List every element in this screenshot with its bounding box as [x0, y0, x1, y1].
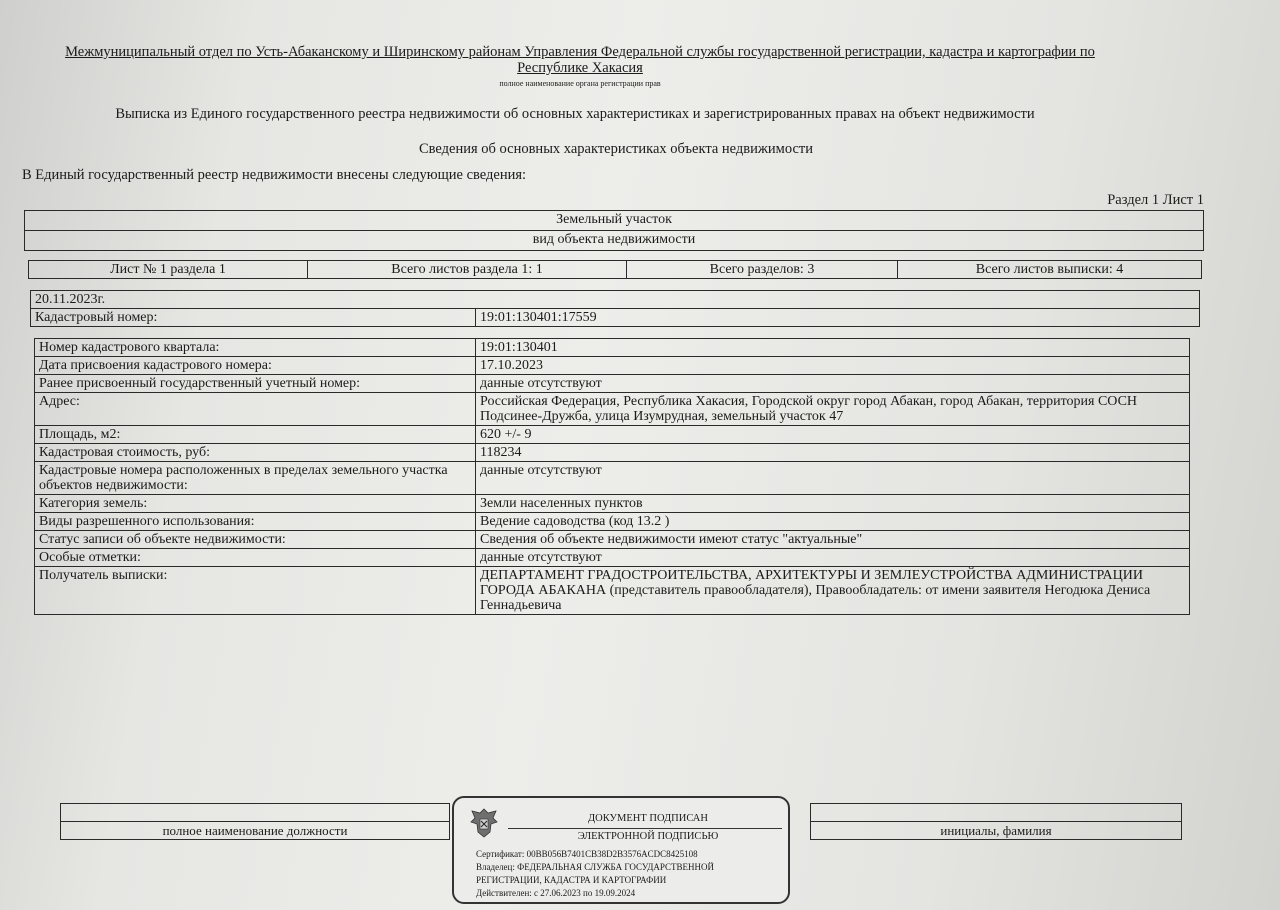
table-row [35, 357, 1190, 375]
intro-text: В Единый государственный реестр недвижимости внесены следующие сведения: [22, 167, 527, 183]
row-label: Кадастровая стоимость, руб: [35, 444, 476, 462]
name-caption: инициалы, фамилия [811, 822, 1182, 840]
row-value: 17.10.2023 [476, 357, 1190, 375]
document-title: Выписка из Единого государственного реестра недвижимости об основных характеристиках и зарегистрированных правах на объект недвижимости [115, 106, 1035, 122]
row-value: 19:01:130401 [476, 339, 1190, 357]
row-label: Получатель выписки: [35, 567, 476, 615]
table-row [35, 462, 1190, 495]
row-label: Виды разрешенного использования: [35, 513, 476, 531]
row-value: данные отсутствуют [476, 375, 1190, 393]
row-label: Дата присвоения кадастрового номера: [35, 357, 476, 375]
electronic-signature-stamp [452, 796, 790, 904]
sheet-number: Лист № 1 раздела 1 [29, 261, 308, 279]
table-row [35, 549, 1190, 567]
table-row [35, 375, 1190, 393]
row-value: Российская Федерация, Республика Хакасия, Городской округ город Абакан, город Абакан, территория СОСН Подсинее-Дружба, улица Изумрудная, земельный участок 47 [476, 393, 1190, 426]
object-type: Земельный участок [25, 211, 1204, 231]
row-value: 620 +/- 9 [476, 426, 1190, 444]
row-value: Ведение садоводства (код 13.2 ) [476, 513, 1190, 531]
table-row [35, 426, 1190, 444]
row-label: Адрес: [35, 393, 476, 426]
total-extract-sheets: Всего листов выписки: 4 [898, 261, 1202, 279]
cadastral-number-label: Кадастровый номер: [31, 309, 476, 327]
stamp-divider [508, 828, 782, 829]
table-row [35, 513, 1190, 531]
signature-position-cell [61, 804, 450, 822]
row-label: Особые отметки: [35, 549, 476, 567]
row-value: данные отсутствуют [476, 462, 1190, 495]
row-value: Сведения об объекте недвижимости имеют статус "актуальные" [476, 531, 1190, 549]
table-row [35, 339, 1190, 357]
total-section-sheets: Всего листов раздела 1: 1 [308, 261, 627, 279]
organization-name: Межмуниципальный отдел по Усть-Абаканскому и Ширинскому районам Управления Федеральной службы государственной регистрации, кадастра и картографии по Республике Хакасия [65, 44, 1095, 76]
stamp-line1: ДОКУМЕНТ ПОДПИСАН [588, 813, 708, 824]
row-value: 118234 [476, 444, 1190, 462]
table-row [35, 495, 1190, 513]
object-type-table [24, 210, 1204, 251]
table-row [35, 393, 1190, 426]
stamp-validity: Действителен: с 27.06.2023 по 19.09.2024 [476, 888, 636, 898]
sheets-table [28, 260, 1202, 279]
signature-name-cell [811, 804, 1182, 822]
row-label: Категория земель: [35, 495, 476, 513]
table-row [35, 567, 1190, 615]
row-label: Кадастровые номера расположенных в пределах земельного участка объектов недвижимости: [35, 462, 476, 495]
organization-caption: полное наименование органа регистрации прав [499, 79, 661, 88]
eagle-emblem-icon [468, 806, 500, 840]
stamp-line2: ЭЛЕКТРОННОЙ ПОДПИСЬЮ [577, 831, 719, 842]
cadastral-number-value: 19:01:130401:17559 [476, 309, 1200, 327]
row-value: данные отсутствуют [476, 549, 1190, 567]
object-type-caption: вид объекта недвижимости [25, 231, 1204, 251]
row-value: Земли населенных пунктов [476, 495, 1190, 513]
section-reference: Раздел 1 Лист 1 [1107, 192, 1204, 208]
document-subtitle: Сведения об основных характеристиках объекта недвижимости [418, 141, 814, 157]
row-label: Площадь, м2: [35, 426, 476, 444]
row-label: Ранее присвоенный государственный учетный номер: [35, 375, 476, 393]
stamp-owner-line1: Владелец: ФЕДЕРАЛЬНАЯ СЛУЖБА ГОСУДАРСТВЕННОЙ [476, 862, 715, 872]
row-value: ДЕПАРТАМЕНТ ГРАДОСТРОИТЕЛЬСТВА, АРХИТЕКТУРЫ И ЗЕМЛЕУСТРОЙСТВА АДМИНИСТРАЦИИ ГОРОДА АБАКАНА (представитель правообладателя), Правообладатель: от имени заявителя Негодюка Дениса Геннадьевича [476, 567, 1190, 615]
table-row [35, 531, 1190, 549]
row-label: Статус записи об объекте недвижимости: [35, 531, 476, 549]
stamp-owner-line2: РЕГИСТРАЦИИ, КАДАСТРА И КАРТОГРАФИИ [476, 875, 667, 885]
date-cadastral-table [30, 290, 1200, 327]
characteristics-table [34, 338, 1190, 615]
extract-date: 20.11.2023г. [31, 291, 1200, 309]
stamp-certificate: Сертификат: 00BB056B7401CB38D2B3576ACDC8425108 [476, 849, 698, 859]
position-caption: полное наименование должности [61, 822, 450, 840]
row-label: Номер кадастрового квартала: [35, 339, 476, 357]
stamp-details [476, 848, 782, 900]
total-sections: Всего разделов: 3 [627, 261, 898, 279]
table-row [35, 444, 1190, 462]
